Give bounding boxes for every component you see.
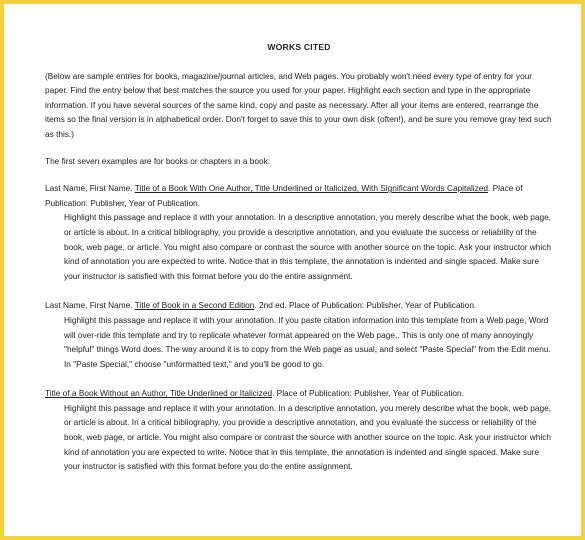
citation-line <box>45 181 553 210</box>
citation-author: Last Name, First Name. <box>45 300 135 311</box>
document-body <box>45 40 553 489</box>
citation-line <box>45 386 553 401</box>
page-title: WORKS CITED <box>267 42 331 52</box>
lead-paragraph: The first seven examples are for books or chapters in a book: <box>45 155 271 166</box>
intro-paragraph: (Below are sample entries for books, magazine/journal articles, and Web pages. You probably won't need every type of entry for your paper. Find the entry below that best matches the source you used for your paper. Highlight each section and type in the appropriate information. If you have several sources of the same kind, copy and paste as necessary. After all your items are entered, rearrange the items so the final version is in alphabetical order. Don't forget to save this to your own disk (often!), and be sure you remove gray text such as this.) <box>45 70 552 139</box>
annotation-paragraph: Highlight this passage and replace it with your annotation. In a descriptive annotation, you merely describe what the book, web page, or article is about. In a critical bibliography, you provide a descriptive annotation, and you evaluate the success or reliability of the book, web page, or article. You might also compare or contrast the source with another source on the topic. Ask your instructor which kind of annotation you are expected to write. Notice that in this template, the annotation is indented and single spaced. Make sure your instructor is satisfied with this format before you do the entire assignment. <box>64 402 552 472</box>
citation-publication: . Place of Publication: Publisher, Year of Publication. <box>272 388 464 399</box>
citation-publication: . Place of Publication: Publisher, Year of Publication. <box>45 183 523 208</box>
document-page <box>4 4 581 536</box>
citation-entry <box>45 298 553 371</box>
citation-title: Title of a Book Without an Author, Title Underlined or Italicized <box>45 388 273 399</box>
citation-title: Title of Book in a Second Edition <box>134 300 255 311</box>
citation-title: Title of a Book With One Author, Title Underlined or Italicized, With Significant Words Capitalized <box>134 183 489 194</box>
citation-line <box>45 298 553 313</box>
annotation-paragraph: Highlight this passage and replace it with your annotation. If you paste citation information into this template from a Web page, Word will over-ride this template and try to replicate whatever format appeared on the Web page,. This is only one of many annoyingly "helpful" things Word does. The way around it is to copy from the Web page as usual, and select "Paste Special" from the Edit menu. In "Paste Special," choose "unformatted text," and you'll be good to go. <box>64 314 551 369</box>
citation-entry <box>45 386 553 474</box>
citation-publication: . 2nd ed. Place of Publication: Publisher, Year of Publication. <box>254 300 477 311</box>
annotation-paragraph: Highlight this passage and replace it with your annotation. In a descriptive annotation, you merely describe what the book, web page, or article is about. In a critical bibliography, you provide a descriptive annotation, and you evaluate the success or reliability of the book, web page, or article. You might also compare or contrast the source with another source on the topic. Ask your instructor which kind of annotation you are expected to write. Notice that in this template, the annotation is indented and single spaced. Make sure your instructor is satisfied with this format before you do the entire assignment. <box>64 212 552 281</box>
citation-author: Last Name, First Name. <box>45 183 135 194</box>
citation-entry <box>45 181 553 283</box>
